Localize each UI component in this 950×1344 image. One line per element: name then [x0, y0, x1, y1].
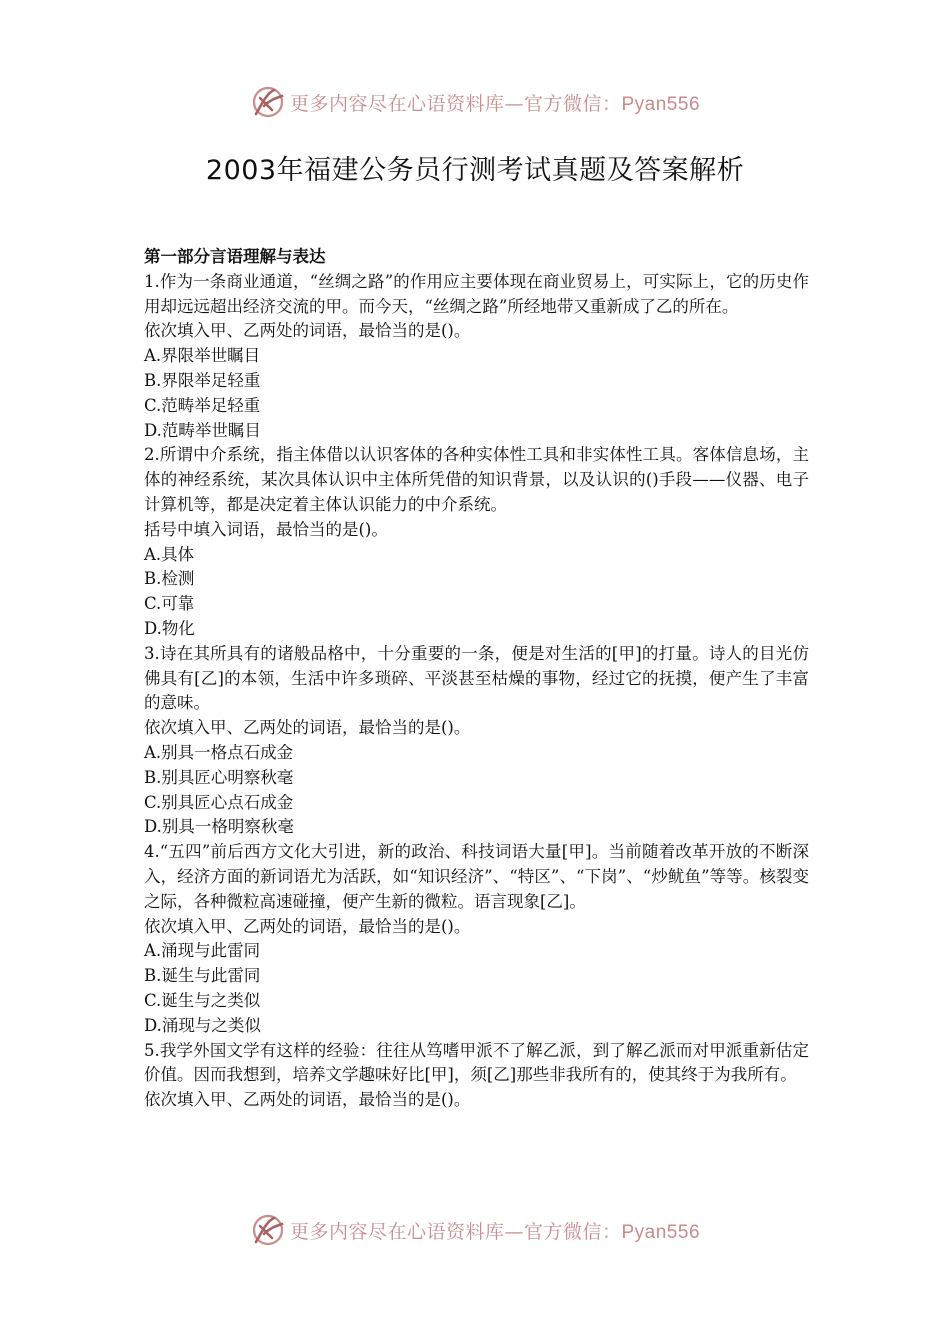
option-line: B.界限举足轻重: [144, 370, 261, 390]
option-line: A.界限举世瞩目: [144, 346, 261, 366]
text-line: 依次填入甲、乙两处的词语，最恰当的是()。: [144, 916, 471, 936]
text-line: 1.作为一条商业通道，“丝绸之路”的作用应主要体现在商业贸易上，可实际上，它的历史作用却远远超出经济交流的甲。而今天，“丝绸之路”所经地带又重新成了乙的所在。: [144, 271, 809, 316]
document-body: [144, 245, 809, 1113]
option-line: A.涌现与此雷同: [144, 941, 261, 961]
signature-logo-icon: [250, 1212, 286, 1248]
footer-watermark-banner: [0, 1210, 950, 1250]
section-heading: 第一部分言语理解与表达: [144, 247, 326, 266]
text-line: 2.所谓中介系统，指主体借以认识客体的各种实体性工具和非实体性工具。客体信息场，主体的神经系统，某次具体认识中主体所凭借的知识背景，以及认识的()手段——仪器、电子计算机等，都是决定着主体认识能力的中介系统。: [144, 445, 809, 514]
text-line: 依次填入甲、乙两处的词语，最恰当的是()。: [144, 1090, 471, 1110]
header-watermark-banner: [0, 82, 950, 122]
text-line: 4.“五四”前后西方文化大引进，新的政治、科技词语大量[甲]。当前随着改革开放的不断深入，经济方面的新词语尤为活跃，如“知识经济”、“特区”、“下岗”、“炒鱿鱼”等等。核裂变之际，各种微粒高速碰撞，便产生新的微粒。语言现象[乙]。: [144, 842, 809, 911]
option-line: C.别具匠心点石成金: [144, 792, 294, 812]
text-line: 依次填入甲、乙两处的词语，最恰当的是()。: [144, 321, 471, 341]
page-title: 2003年福建公务员行测考试真题及答案解析: [205, 155, 745, 186]
signature-logo-icon: [250, 84, 286, 120]
option-line: D.别具一格明察秋毫: [144, 817, 294, 837]
option-line: C.诞生与之类似: [144, 990, 261, 1010]
option-line: D.范畴举世瞩目: [144, 420, 261, 440]
banner-text: 更多内容尽在心语资料库—官方微信：Pyan556: [289, 1220, 701, 1243]
text-line: 括号中填入词语，最恰当的是()。: [144, 519, 388, 539]
option-line: A.别具一格点石成金: [144, 742, 294, 762]
banner-text: 更多内容尽在心语资料库—官方微信：Pyan556: [289, 92, 701, 115]
option-line: D.涌现与之类似: [144, 1015, 261, 1035]
text-line: 依次填入甲、乙两处的词语，最恰当的是()。: [144, 718, 471, 738]
text-line: 5.我学外国文学有这样的经验：往往从笃嗜甲派不了解乙派，到了解乙派而对甲派重新估定价值。因而我想到，培养文学趣味好比[甲]，须[乙]那些非我所有的，使其终于为我所有。: [144, 1040, 809, 1085]
option-line: B.别具匠心明察秋毫: [144, 767, 294, 787]
option-line: B.检测: [144, 569, 195, 589]
option-line: B.诞生与此雷同: [144, 966, 261, 986]
option-line: D.物化: [144, 618, 195, 638]
option-line: A.具体: [144, 544, 195, 564]
option-line: C.可靠: [144, 594, 195, 614]
option-line: C.范畴举足轻重: [144, 395, 261, 415]
text-line: 3.诗在其所具有的诸般品格中，十分重要的一条，便是对生活的[甲]的打量。诗人的目光仿佛具有[乙]的本领，生活中许多琐碎、平淡甚至枯燥的事物，经过它的抚摸，便产生了丰富的意味。: [144, 643, 809, 713]
